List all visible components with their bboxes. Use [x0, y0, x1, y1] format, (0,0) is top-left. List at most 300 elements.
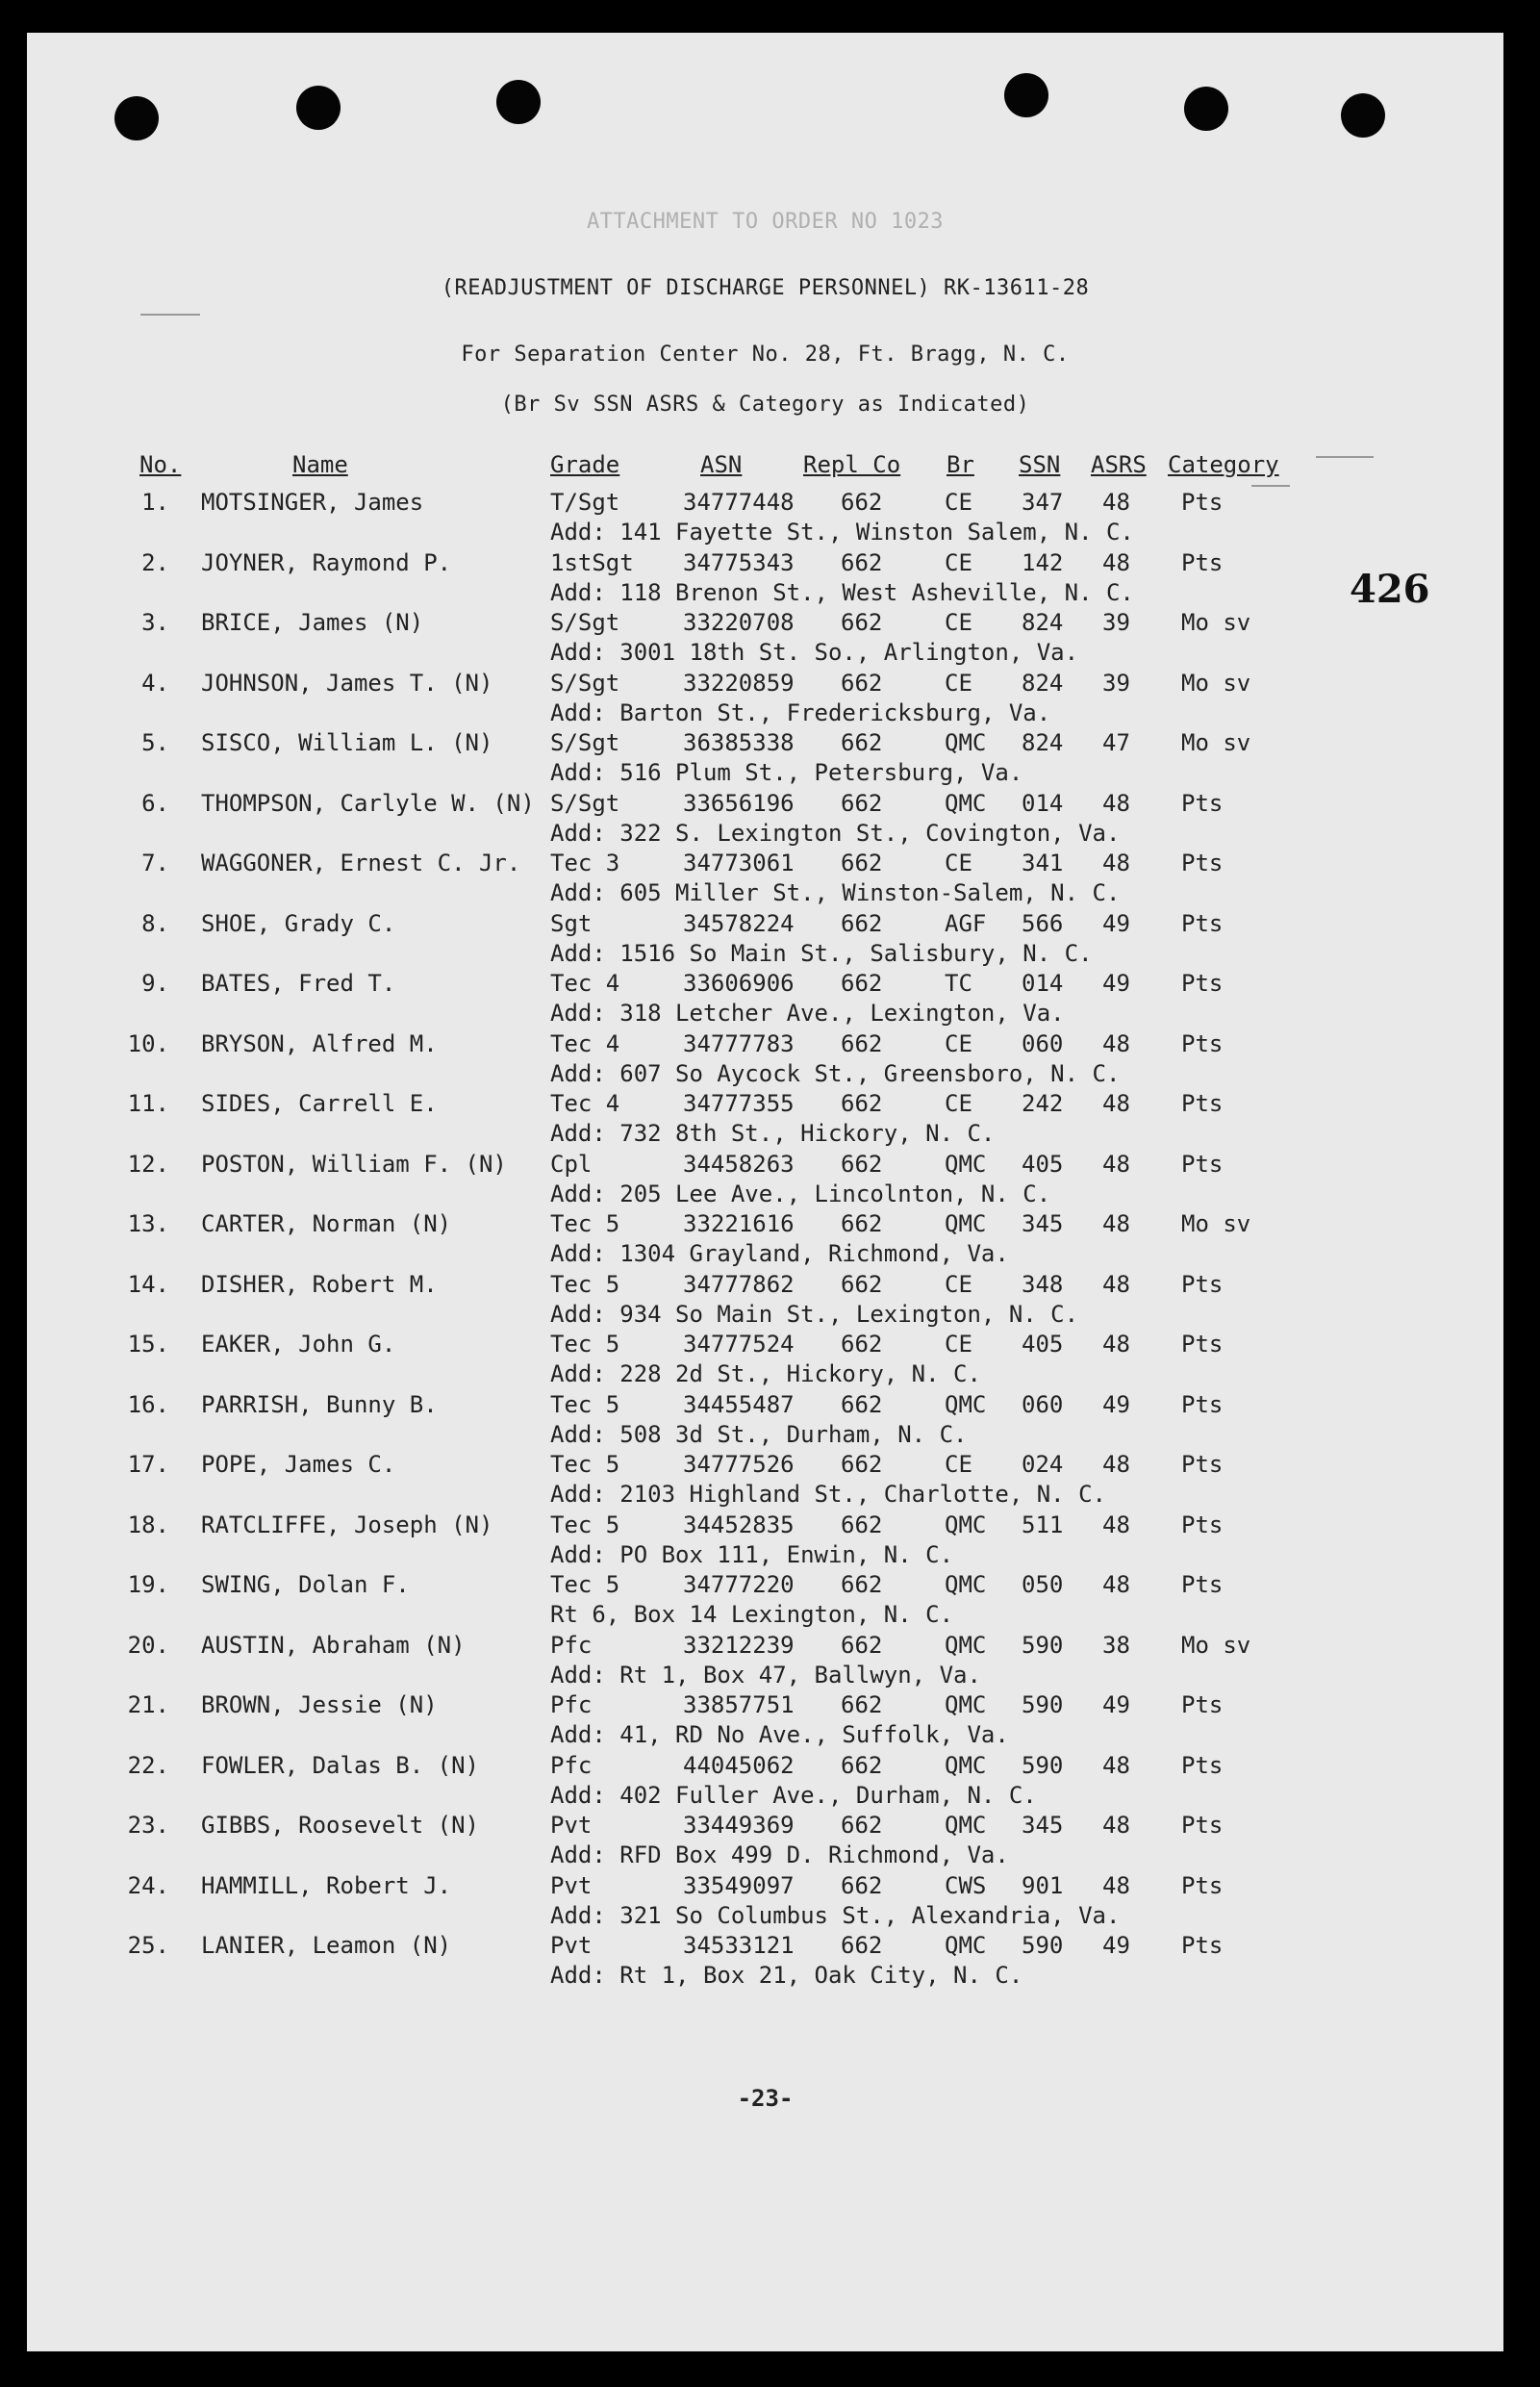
entry-branch: TC [945, 970, 972, 997]
table-row [27, 1030, 1503, 1091]
entry-ssn: 345 [1022, 1210, 1064, 1237]
table-row [27, 1632, 1503, 1692]
entry-repl-co: 662 [841, 1812, 883, 1839]
entry-repl-co: 662 [841, 1150, 883, 1178]
entry-name: EAKER, John G. [201, 1331, 396, 1358]
entry-ssn: 347 [1022, 489, 1064, 516]
entry-branch: CE [945, 489, 972, 516]
entry-branch: AGF [945, 909, 987, 937]
entry-grade: Cpl [550, 1150, 593, 1178]
entry-address: Rt 6, Box 14 Lexington, N. C. [550, 1601, 954, 1628]
entry-name: SWING, Dolan F. [201, 1571, 410, 1598]
entry-address: Add: 508 3d St., Durham, N. C. [550, 1420, 968, 1448]
table-row [27, 970, 1503, 1030]
entry-asn: 34777220 [683, 1571, 795, 1598]
entry-repl-co: 662 [841, 1451, 883, 1478]
entry-address: Add: Barton St., Fredericksburg, Va. [550, 698, 1051, 726]
entry-branch: CE [945, 669, 972, 697]
entry-grade: S/Sgt [550, 729, 620, 756]
entry-number: 25. [127, 1932, 169, 1959]
entry-category: Pts [1181, 1029, 1224, 1057]
entry-asrs: 49 [1102, 1691, 1130, 1718]
entry-number: 10. [127, 1029, 169, 1057]
table-row [27, 1451, 1503, 1511]
entry-address: Add: 1516 So Main St., Salisbury, N. C. [550, 939, 1093, 967]
entry-asn: 34773061 [683, 850, 795, 876]
entry-grade: Pvt [550, 1932, 593, 1959]
entry-repl-co: 662 [841, 850, 883, 876]
entry-category: Pts [1181, 850, 1224, 876]
entry-asn: 33656196 [683, 789, 795, 817]
entry-name: GIBBS, Roosevelt (N) [201, 1812, 479, 1839]
entry-name: CARTER, Norman (N) [201, 1210, 452, 1237]
col-header-br: Br [947, 451, 974, 478]
entry-number: 15. [127, 1331, 169, 1358]
entry-repl-co: 662 [841, 1029, 883, 1057]
table-row [27, 489, 1503, 549]
entry-branch: CE [945, 1029, 972, 1057]
entry-ssn: 824 [1022, 729, 1064, 756]
entry-category: Pts [1181, 789, 1224, 817]
entry-category: Pts [1181, 1751, 1224, 1779]
entry-branch: QMC [945, 1751, 987, 1779]
entry-category: Mo sv [1181, 1631, 1251, 1659]
entry-branch: QMC [945, 1932, 987, 1959]
entry-ssn: 060 [1022, 1390, 1064, 1418]
entry-grade: Pvt [550, 1871, 593, 1899]
entry-asrs: 39 [1102, 609, 1130, 636]
entry-repl-co: 662 [841, 1571, 883, 1598]
entry-asrs: 49 [1102, 970, 1130, 997]
entry-number: 13. [127, 1210, 169, 1237]
entry-number: 20. [127, 1631, 169, 1659]
punch-hole [496, 80, 541, 124]
table-row [27, 790, 1503, 851]
entry-repl-co: 662 [841, 1871, 883, 1899]
entry-address: Add: 228 2d St., Hickory, N. C. [550, 1360, 981, 1387]
entry-repl-co: 662 [841, 669, 883, 697]
entry-ssn: 345 [1022, 1812, 1064, 1839]
entry-repl-co: 662 [841, 1270, 883, 1298]
header-line-4: (Br Sv SSN ASRS & Category as Indicated) [500, 393, 1030, 417]
entry-category: Mo sv [1181, 1210, 1251, 1237]
col-header-name: Name [292, 451, 348, 478]
table-row [27, 670, 1503, 730]
entry-asn: 34777526 [683, 1451, 795, 1478]
entry-branch: QMC [945, 1150, 987, 1178]
entry-repl-co: 662 [841, 548, 883, 576]
entry-asn: 33449369 [683, 1812, 795, 1839]
entry-number: 5. [141, 729, 169, 756]
entry-asn: 34777862 [683, 1270, 795, 1298]
entry-grade: Tec 5 [550, 1210, 620, 1237]
entry-branch: QMC [945, 789, 987, 817]
entry-ssn: 014 [1022, 789, 1064, 817]
punch-hole [114, 96, 159, 140]
entry-asn: 34452835 [683, 1511, 795, 1538]
entry-grade: S/Sgt [550, 789, 620, 817]
entry-grade: S/Sgt [550, 609, 620, 636]
entry-grade: Pfc [550, 1691, 593, 1718]
entry-category: Pts [1181, 1150, 1224, 1178]
entry-number: 19. [127, 1571, 169, 1598]
entry-category: Pts [1181, 909, 1224, 937]
header-line-3: For Separation Center No. 28, Ft. Bragg, N. C. [461, 343, 1070, 367]
entry-category: Mo sv [1181, 609, 1251, 636]
entry-category: Pts [1181, 1691, 1224, 1718]
entry-ssn: 901 [1022, 1871, 1064, 1899]
table-row [27, 1331, 1503, 1391]
entry-asn: 33857751 [683, 1691, 795, 1718]
entry-asrs: 47 [1102, 729, 1130, 756]
entry-number: 1. [141, 489, 169, 516]
table-row [27, 1271, 1503, 1332]
entry-branch: CE [945, 850, 972, 876]
entry-number: 4. [141, 669, 169, 697]
entry-name: POSTON, William F. (N) [201, 1150, 507, 1178]
entry-category: Pts [1181, 489, 1224, 516]
entry-asn: 33606906 [683, 970, 795, 997]
entry-number: 9. [141, 970, 169, 997]
entry-repl-co: 662 [841, 1691, 883, 1718]
entry-address: Add: PO Box 111, Enwin, N. C. [550, 1540, 954, 1568]
entry-branch: CE [945, 1090, 972, 1117]
entry-grade: Tec 5 [550, 1571, 620, 1598]
entry-number: 2. [141, 548, 169, 576]
entry-number: 23. [127, 1812, 169, 1839]
punch-hole [1184, 87, 1228, 131]
page-number: -23- [737, 2085, 794, 2112]
entry-grade: Tec 4 [550, 970, 620, 997]
entry-grade: 1stSgt [550, 548, 634, 576]
entry-repl-co: 662 [841, 1932, 883, 1959]
entry-branch: CE [945, 548, 972, 576]
entry-grade: Pvt [550, 1812, 593, 1839]
table-row [27, 1571, 1503, 1632]
entry-repl-co: 662 [841, 1331, 883, 1358]
entry-number: 7. [141, 850, 169, 876]
entry-repl-co: 662 [841, 1751, 883, 1779]
table-row [27, 1752, 1503, 1813]
punch-hole [296, 86, 341, 130]
entry-repl-co: 662 [841, 1631, 883, 1659]
entry-asrs: 48 [1102, 489, 1130, 516]
entry-branch: CWS [945, 1871, 987, 1899]
table-row [27, 729, 1503, 790]
entry-name: FOWLER, Dalas B. (N) [201, 1751, 479, 1779]
entry-name: JOYNER, Raymond P. [201, 548, 452, 576]
header-line-1: ATTACHMENT TO ORDER NO 1023 [586, 210, 945, 234]
entry-asrs: 48 [1102, 1451, 1130, 1478]
entry-name: HAMMILL, Robert J. [201, 1871, 452, 1899]
entry-address: Add: 205 Lee Ave., Lincolnton, N. C. [550, 1180, 1051, 1207]
personnel-list [27, 489, 1503, 1993]
entry-ssn: 242 [1022, 1090, 1064, 1117]
entry-asrs: 49 [1102, 1390, 1130, 1418]
entry-branch: QMC [945, 1691, 987, 1718]
entry-grade: Tec 5 [550, 1451, 620, 1478]
entry-category: Mo sv [1181, 729, 1251, 756]
table-row [27, 1812, 1503, 1872]
entry-repl-co: 662 [841, 729, 883, 756]
entry-name: PARRISH, Bunny B. [201, 1390, 438, 1418]
entry-number: 8. [141, 909, 169, 937]
entry-name: BROWN, Jessie (N) [201, 1691, 438, 1718]
entry-address: Add: 118 Brenon St., West Asheville, N. C. [550, 578, 1134, 606]
entry-asrs: 48 [1102, 1270, 1130, 1298]
punch-hole [1004, 73, 1048, 117]
entry-category: Pts [1181, 1390, 1224, 1418]
entry-asrs: 48 [1102, 1751, 1130, 1779]
entry-branch: QMC [945, 729, 987, 756]
margin-mark [1251, 485, 1290, 487]
entry-address: Add: Rt 1, Box 47, Ballwyn, Va. [550, 1661, 981, 1689]
col-header-ssn: SSN [1019, 451, 1061, 478]
table-row [27, 1151, 1503, 1211]
entry-number: 22. [127, 1751, 169, 1779]
header-line-2: (READJUSTMENT OF DISCHARGE PERSONNEL) RK-13611-28 [441, 276, 1090, 300]
entry-asn: 33549097 [683, 1871, 795, 1899]
entry-asrs: 48 [1102, 1210, 1130, 1237]
entry-number: 14. [127, 1270, 169, 1298]
entry-repl-co: 662 [841, 970, 883, 997]
entry-name: SIDES, Carrell E. [201, 1090, 438, 1117]
entry-repl-co: 662 [841, 789, 883, 817]
entry-repl-co: 662 [841, 1390, 883, 1418]
entry-ssn: 060 [1022, 1029, 1064, 1057]
entry-name: SHOE, Grady C. [201, 909, 396, 937]
entry-address: Add: 516 Plum St., Petersburg, Va. [550, 759, 1023, 786]
entry-name: DISHER, Robert M. [201, 1270, 438, 1298]
entry-asrs: 49 [1102, 1932, 1130, 1959]
entry-address: Add: 402 Fuller Ave., Durham, N. C. [550, 1781, 1037, 1809]
table-row [27, 1391, 1503, 1452]
entry-name: RATCLIFFE, Joseph (N) [201, 1511, 493, 1538]
entry-ssn: 590 [1022, 1751, 1064, 1779]
entry-branch: QMC [945, 1631, 987, 1659]
table-row [27, 1932, 1503, 1993]
entry-branch: CE [945, 1270, 972, 1298]
entry-branch: QMC [945, 1390, 987, 1418]
col-header-category: Category [1168, 451, 1279, 478]
entry-asn: 34455487 [683, 1390, 795, 1418]
entry-address: Add: 322 S. Lexington St., Covington, Va. [550, 819, 1121, 847]
table-row [27, 1511, 1503, 1572]
entry-ssn: 824 [1022, 669, 1064, 697]
entry-grade: T/Sgt [550, 489, 620, 516]
entry-name: THOMPSON, Carlyle W. (N) [201, 789, 535, 817]
entry-asn: 34533121 [683, 1932, 795, 1959]
entry-address: Add: 934 So Main St., Lexington, N. C. [550, 1300, 1079, 1328]
entry-name: SISCO, William L. (N) [201, 729, 493, 756]
entry-asn: 36385338 [683, 729, 795, 756]
entry-ssn: 050 [1022, 1571, 1064, 1598]
col-header-no: No. [139, 451, 182, 478]
entry-category: Pts [1181, 1451, 1224, 1478]
entry-address: Add: 607 So Aycock St., Greensboro, N. C. [550, 1059, 1121, 1087]
entry-branch: CE [945, 1331, 972, 1358]
entry-asrs: 48 [1102, 789, 1130, 817]
entry-address: Add: 41, RD No Ave., Suffolk, Va. [550, 1721, 1009, 1748]
entry-grade: Tec 5 [550, 1390, 620, 1418]
entry-address: Add: 3001 18th St. So., Arlington, Va. [550, 639, 1079, 666]
col-header-repl-co: Repl Co [803, 451, 901, 478]
entry-name: BRICE, James (N) [201, 609, 424, 636]
entry-asrs: 48 [1102, 1571, 1130, 1598]
entry-asn: 34777355 [683, 1090, 795, 1117]
table-row [27, 910, 1503, 971]
entry-number: 21. [127, 1691, 169, 1718]
entry-category: Pts [1181, 1090, 1224, 1117]
entry-name: BRYSON, Alfred M. [201, 1029, 438, 1057]
table-row [27, 1210, 1503, 1271]
entry-repl-co: 662 [841, 609, 883, 636]
entry-category: Pts [1181, 1270, 1224, 1298]
entry-branch: QMC [945, 1511, 987, 1538]
entry-asn: 34578224 [683, 909, 795, 937]
table-row [27, 549, 1503, 610]
entry-ssn: 405 [1022, 1331, 1064, 1358]
entry-address: Add: RFD Box 499 D. Richmond, Va. [550, 1841, 1009, 1868]
entry-name: LANIER, Leamon (N) [201, 1932, 452, 1959]
entry-category: Pts [1181, 1812, 1224, 1839]
entry-branch: QMC [945, 1571, 987, 1598]
entry-ssn: 405 [1022, 1150, 1064, 1178]
entry-grade: Tec 3 [550, 850, 620, 876]
entry-asn: 33220859 [683, 669, 795, 697]
entry-category: Pts [1181, 1331, 1224, 1358]
entry-number: 3. [141, 609, 169, 636]
entry-grade: Tec 4 [550, 1090, 620, 1117]
page-stamp-number: 426 [1350, 567, 1430, 612]
entry-number: 24. [127, 1871, 169, 1899]
col-header-asn: ASN [700, 451, 743, 478]
entry-category: Pts [1181, 1511, 1224, 1538]
entry-asrs: 39 [1102, 669, 1130, 697]
entry-asn: 44045062 [683, 1751, 795, 1779]
col-header-grade: Grade [550, 451, 620, 478]
entry-address: Add: 321 So Columbus St., Alexandria, Va. [550, 1901, 1121, 1929]
entry-ssn: 341 [1022, 850, 1064, 876]
entry-category: Pts [1181, 970, 1224, 997]
entry-ssn: 590 [1022, 1691, 1064, 1718]
entry-number: 6. [141, 789, 169, 817]
entry-asrs: 48 [1102, 1812, 1130, 1839]
entry-number: 17. [127, 1451, 169, 1478]
entry-grade: Tec 5 [550, 1270, 620, 1298]
entry-repl-co: 662 [841, 489, 883, 516]
entry-category: Pts [1181, 1571, 1224, 1598]
entry-asrs: 48 [1102, 1029, 1130, 1057]
entry-repl-co: 662 [841, 1511, 883, 1538]
entry-address: Add: 318 Letcher Ave., Lexington, Va. [550, 1000, 1065, 1027]
entry-grade: S/Sgt [550, 669, 620, 697]
entry-asrs: 48 [1102, 1090, 1130, 1117]
entry-asn: 34775343 [683, 548, 795, 576]
entry-address: Add: 732 8th St., Hickory, N. C. [550, 1120, 996, 1147]
entry-asrs: 48 [1102, 1511, 1130, 1538]
entry-asrs: 48 [1102, 1150, 1130, 1178]
table-row [27, 609, 1503, 670]
entry-asrs: 48 [1102, 1331, 1130, 1358]
entry-asn: 33212239 [683, 1631, 795, 1659]
entry-asn: 34777448 [683, 489, 795, 516]
entry-ssn: 348 [1022, 1270, 1064, 1298]
entry-grade: Pfc [550, 1631, 593, 1659]
entry-asrs: 49 [1102, 909, 1130, 937]
entry-asn: 33220708 [683, 609, 795, 636]
entry-ssn: 590 [1022, 1631, 1064, 1659]
entry-asn: 34458263 [683, 1150, 795, 1178]
entry-asn: 33221616 [683, 1210, 795, 1237]
entry-grade: Tec 5 [550, 1511, 620, 1538]
entry-name: MOTSINGER, James [201, 489, 424, 516]
entry-ssn: 511 [1022, 1511, 1064, 1538]
entry-asn: 34777783 [683, 1029, 795, 1057]
entry-address: Add: Rt 1, Box 21, Oak City, N. C. [550, 1962, 1023, 1989]
entry-name: BATES, Fred T. [201, 970, 396, 997]
entry-number: 16. [127, 1390, 169, 1418]
entry-address: Add: 605 Miller St., Winston-Salem, N. C. [550, 879, 1121, 906]
entry-name: POPE, James C. [201, 1451, 396, 1478]
punch-hole [1341, 93, 1385, 138]
entry-grade: Pfc [550, 1751, 593, 1779]
entry-grade: Tec 4 [550, 1029, 620, 1057]
entry-grade: Sgt [550, 909, 593, 937]
entry-address: Add: 1304 Grayland, Richmond, Va. [550, 1240, 1009, 1267]
entry-ssn: 566 [1022, 909, 1064, 937]
entry-grade: Tec 5 [550, 1331, 620, 1358]
entry-ssn: 824 [1022, 609, 1064, 636]
margin-mark [1316, 456, 1374, 458]
entry-asrs: 38 [1102, 1631, 1130, 1659]
entry-name: JOHNSON, James T. (N) [201, 669, 493, 697]
entry-ssn: 590 [1022, 1932, 1064, 1959]
entry-branch: QMC [945, 1812, 987, 1839]
entry-branch: CE [945, 609, 972, 636]
entry-category: Mo sv [1181, 669, 1251, 697]
entry-category: Pts [1181, 1871, 1224, 1899]
col-header-asrs: ASRS [1091, 451, 1147, 478]
entry-ssn: 142 [1022, 548, 1064, 576]
entry-name: AUSTIN, Abraham (N) [201, 1631, 466, 1659]
table-row [27, 1872, 1503, 1933]
entry-repl-co: 662 [841, 1210, 883, 1237]
document-page [27, 33, 1503, 2351]
entry-address: Add: 141 Fayette St., Winston Salem, N. C. [550, 519, 1134, 546]
entry-ssn: 024 [1022, 1451, 1064, 1478]
entry-asrs: 48 [1102, 1871, 1130, 1899]
table-row [27, 1090, 1503, 1151]
entry-repl-co: 662 [841, 909, 883, 937]
entry-asrs: 48 [1102, 850, 1130, 876]
entry-asn: 34777524 [683, 1331, 795, 1358]
entry-number: 11. [127, 1090, 169, 1117]
entry-category: Pts [1181, 548, 1224, 576]
entry-number: 18. [127, 1511, 169, 1538]
entry-number: 12. [127, 1150, 169, 1178]
entry-repl-co: 662 [841, 1090, 883, 1117]
entry-asrs: 48 [1102, 548, 1130, 576]
entry-category: Pts [1181, 1932, 1224, 1959]
entry-address: Add: 2103 Highland St., Charlotte, N. C. [550, 1481, 1106, 1508]
entry-branch: CE [945, 1451, 972, 1478]
margin-mark [140, 314, 200, 316]
table-row [27, 1691, 1503, 1752]
table-row [27, 850, 1503, 910]
entry-ssn: 014 [1022, 970, 1064, 997]
entry-name: WAGGONER, Ernest C. Jr. [201, 850, 521, 876]
